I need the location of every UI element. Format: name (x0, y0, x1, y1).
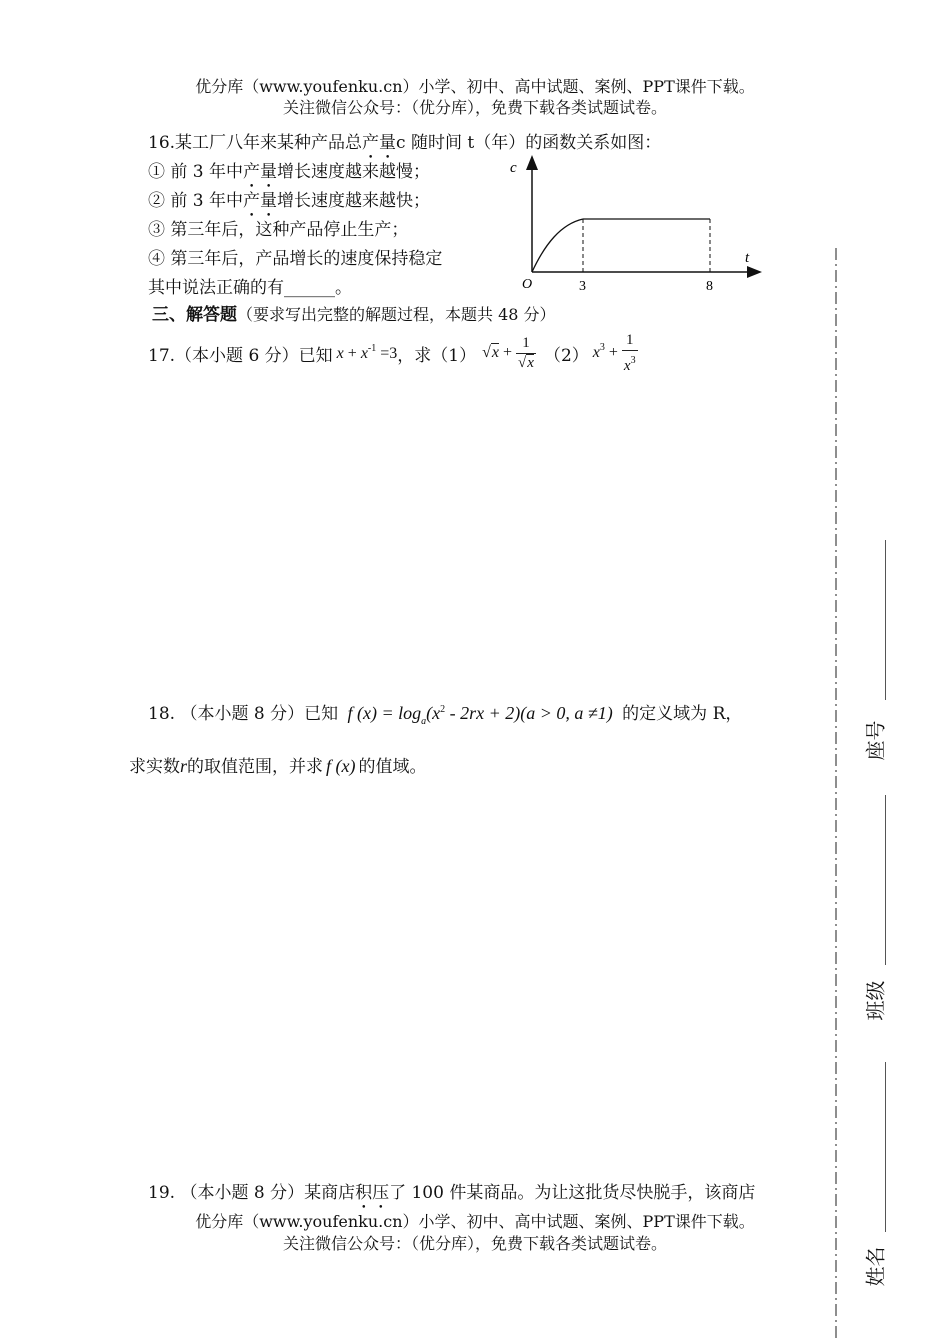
q18-line-1 (148, 699, 742, 727)
header-line-1: 优分库（www.youfenku.cn）小学、初中、高中试题、案例、PPT课件下载。 (195, 77, 755, 96)
q19-prefix: 19. （本小题 8 分）某商店 (148, 1183, 356, 1203)
q18-line2-b: 的取值范围，并求 (187, 757, 324, 777)
q16-intro-emphasis: 产量 (362, 133, 397, 153)
q16-intro-text-2: c 随时间 t（年）的函数关系如图： (396, 133, 662, 153)
q16-intro-text: 16.某工厂八年来某种产品总 (148, 133, 363, 153)
q17-part2-den-x: x (623, 357, 631, 374)
q17-part1-numerator: 1 (516, 334, 536, 354)
q17-given (337, 343, 398, 363)
sqrt-symbol-2: √ (518, 354, 527, 371)
q18-line-2 (129, 752, 427, 777)
q18-log-base: a (421, 716, 427, 727)
q17-part1-expression (482, 334, 536, 373)
seat-blank-line[interactable] (885, 540, 886, 700)
section-3-note: （要求写出完整的解题过程，本题共 48 分） (237, 305, 556, 324)
q17-part1-denominator (516, 354, 536, 373)
q17-part1-fraction (516, 334, 536, 373)
binding-cut-line (830, 248, 842, 1342)
q17-part1-x: x (491, 343, 500, 361)
q17-part2-label: （2） (543, 345, 589, 366)
q16-option-1-emphasis: 产量 (243, 162, 278, 182)
q18-fx: f (x) (326, 756, 356, 776)
q17-given-exp: -1 (367, 343, 377, 354)
q17-given-eq: =3 (376, 345, 398, 362)
section-3-heading (152, 300, 556, 325)
q16-conclusion: 其中说法正确的有______。 (148, 278, 352, 298)
section-3-title: 三、解答题 (152, 305, 237, 325)
tick-label-3: 3 (579, 279, 586, 294)
y-axis-label: c (510, 160, 517, 176)
name-label: 姓名 (863, 1246, 888, 1287)
q17-part2-exp: 3 (599, 341, 605, 353)
production-graph (505, 152, 767, 294)
q18-formula-body: (x (426, 703, 441, 723)
q17-given-plus: + (343, 345, 361, 362)
q19-rest: 了 100 件某商品。为让这批货尽快脱手，该商店 (389, 1183, 756, 1203)
name-blank-line[interactable] (885, 1062, 886, 1232)
q17-part2-fraction (622, 331, 638, 376)
q17-part2-expression (593, 331, 638, 376)
seat-label: 座号 (863, 720, 888, 761)
q16-option-3: ③ 第三年后，这种产品停止生产； (148, 220, 409, 240)
tick-label-8: 8 (706, 279, 713, 294)
q18-variable-r: r (180, 756, 188, 776)
q19-emphasis: 积压 (355, 1183, 390, 1203)
x-axis-label: t (745, 250, 750, 266)
q16-option-2-emphasis: 产量 (243, 191, 278, 211)
footer-line-1: 优分库（www.youfenku.cn）小学、初中、高中试题、案例、PPT课件下载。 (195, 1212, 755, 1231)
q17-part2-x: x (592, 343, 600, 361)
sqrt-symbol: √ (482, 343, 491, 361)
header-line-2: 关注微信公众号：（优分库），免费下载各类试题试卷。 (282, 98, 667, 117)
q17-part2-denominator (622, 351, 638, 376)
footer-line-2: 关注微信公众号：（优分库），免费下载各类试题试卷。 (282, 1234, 667, 1253)
q18-suffix: 的定义域为 R， (622, 704, 743, 724)
q17-prefix: 17.（本小题 6 分）已知 (148, 345, 333, 366)
q18-line2-a: 求实数 (129, 757, 180, 777)
class-blank-line[interactable] (885, 795, 886, 965)
q17-given-x: x (336, 345, 344, 362)
q17-part2-plus: + (604, 343, 618, 361)
q18-square: 2 (440, 704, 446, 715)
q16-option-2-b: 增长速度越来越快； (277, 191, 431, 211)
q18-line2-c: 的值域。 (358, 757, 427, 777)
origin-label: O (522, 277, 533, 292)
q17-given-x2: x (360, 345, 368, 362)
q17 (148, 328, 638, 378)
q16-option-2-a: ② 前 3 年中 (148, 191, 244, 211)
q16-option-1-b: 增长速度越来越慢； (277, 162, 431, 182)
growth-curve (532, 219, 583, 272)
q18-prefix: 18. （本小题 8 分）已知 (148, 704, 339, 724)
q18-formula-tail: - 2rx + 2)(a > 0, a ≠1) (445, 703, 613, 723)
q17-ask: ，求（1） (397, 345, 477, 366)
class-label: 班级 (863, 980, 888, 1021)
q17-part1-plus: + (499, 343, 513, 361)
q18-formula (347, 703, 613, 727)
q17-part1-den-x: x (527, 354, 534, 371)
q16-option-1-a: ① 前 3 年中 (148, 162, 244, 182)
q16-option-4: ④ 第三年后，产品增长的速度保持稳定 (148, 249, 443, 269)
q17-part2-numerator: 1 (622, 331, 638, 351)
q18-formula-head: f (x) = log (347, 703, 422, 723)
q19 (148, 1178, 755, 1213)
q17-part2-den-exp: 3 (630, 354, 636, 366)
